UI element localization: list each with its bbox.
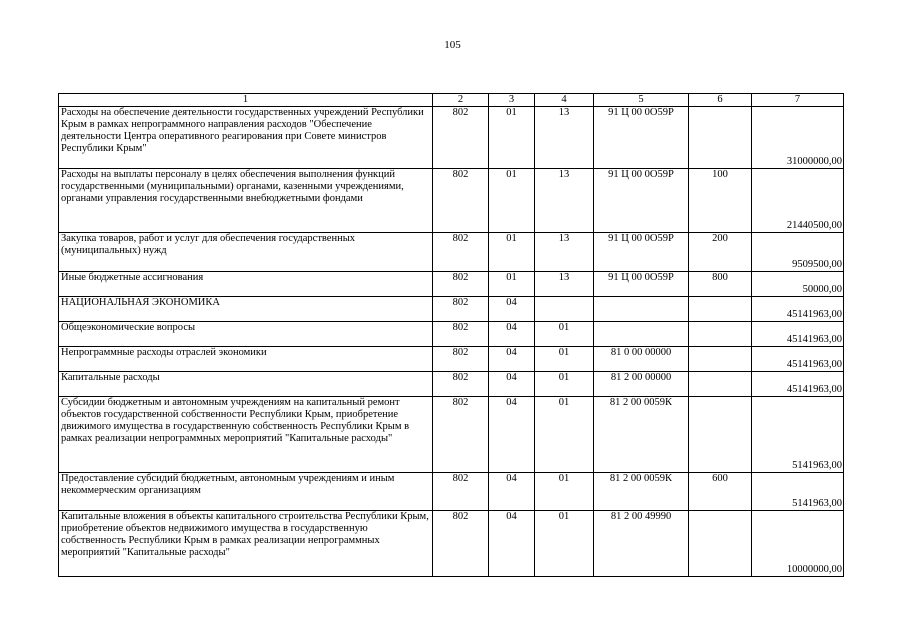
cell-col5: 91 Ц 00 0О59Р: [594, 107, 689, 169]
header-cell-col6: 6: [689, 94, 752, 107]
table-row: [59, 347, 844, 372]
cell-description: Капитальные вложения в объекты капитального строительства Республики Крым, приобретение объектов недвижимого имущества в государственную собственность Республики Крым в рамках реализации непрограммных мероприятий "Капитальные расходы": [59, 511, 433, 577]
cell-description: Предоставление субсидий бюджетным, автономным учреждениям и иным некоммерческим организациям: [59, 473, 433, 511]
cell-col6: 200: [689, 233, 752, 272]
cell-col3: 04: [489, 511, 535, 577]
cell-col5: 91 Ц 00 0О59Р: [594, 272, 689, 297]
cell-description: Иные бюджетные ассигнования: [59, 272, 433, 297]
cell-description: Закупка товаров, работ и услуг для обеспечения государственных (муниципальных) нужд: [59, 233, 433, 272]
cell-col2: 802: [433, 372, 489, 397]
cell-description: Непрограммные расходы отраслей экономики: [59, 347, 433, 372]
cell-col3: 04: [489, 347, 535, 372]
cell-amount: 21440500,00: [752, 169, 844, 233]
cell-amount: 5141963,00: [752, 397, 844, 473]
cell-col5: [594, 297, 689, 322]
cell-col4: 01: [535, 511, 594, 577]
cell-description: Расходы на выплаты персоналу в целях обеспечения выполнения функций государственными (муниципальными) органами, казенными учреждениями, органами управления государственными внебюджетными фондами: [59, 169, 433, 233]
table-row: [59, 233, 844, 272]
cell-col4: 01: [535, 347, 594, 372]
cell-col6: [689, 297, 752, 322]
cell-col3: 01: [489, 272, 535, 297]
cell-description: Общеэкономические вопросы: [59, 322, 433, 347]
cell-description: Субсидии бюджетным и автономным учреждениям на капитальный ремонт объектов государственной собственности Республики Крым, приобретение движимого имущества в государственную собственность Республики Крым в рамках реализации непрограммных мероприятий "Капитальные расходы": [59, 397, 433, 473]
cell-col6: [689, 322, 752, 347]
cell-col4: 13: [535, 272, 594, 297]
cell-col5: 81 2 00 0059К: [594, 397, 689, 473]
header-cell-col3: 3: [489, 94, 535, 107]
cell-col3: 01: [489, 107, 535, 169]
cell-col3: 04: [489, 297, 535, 322]
cell-col3: 04: [489, 372, 535, 397]
cell-col4: [535, 297, 594, 322]
header-cell-col4: 4: [535, 94, 594, 107]
cell-col2: 802: [433, 473, 489, 511]
cell-col4: 13: [535, 107, 594, 169]
table-row: [59, 169, 844, 233]
cell-description: НАЦИОНАЛЬНАЯ ЭКОНОМИКА: [59, 297, 433, 322]
cell-amount: 45141963,00: [752, 347, 844, 372]
header-row: [59, 94, 844, 107]
cell-col4: 01: [535, 473, 594, 511]
cell-col2: 802: [433, 511, 489, 577]
cell-col2: 802: [433, 297, 489, 322]
cell-col6: 100: [689, 169, 752, 233]
cell-col3: 04: [489, 473, 535, 511]
cell-col6: [689, 107, 752, 169]
table-row: [59, 322, 844, 347]
cell-col4: 01: [535, 397, 594, 473]
cell-col2: 802: [433, 347, 489, 372]
cell-col3: 01: [489, 233, 535, 272]
cell-col4: 13: [535, 233, 594, 272]
table-row: [59, 107, 844, 169]
cell-col6: [689, 511, 752, 577]
cell-col6: 800: [689, 272, 752, 297]
cell-col4: 01: [535, 372, 594, 397]
cell-description: Капитальные расходы: [59, 372, 433, 397]
cell-amount: 45141963,00: [752, 372, 844, 397]
cell-col2: 802: [433, 397, 489, 473]
cell-col3: 04: [489, 322, 535, 347]
cell-col4: 13: [535, 169, 594, 233]
cell-col5: [594, 322, 689, 347]
header-cell-col5: 5: [594, 94, 689, 107]
cell-col2: 802: [433, 233, 489, 272]
cell-col6: 600: [689, 473, 752, 511]
cell-amount: 10000000,00: [752, 511, 844, 577]
cell-col5: 81 2 00 00000: [594, 372, 689, 397]
cell-col3: 04: [489, 397, 535, 473]
cell-col5: 81 0 00 00000: [594, 347, 689, 372]
cell-amount: 5141963,00: [752, 473, 844, 511]
cell-col6: [689, 372, 752, 397]
cell-amount: 9509500,00: [752, 233, 844, 272]
cell-col6: [689, 397, 752, 473]
cell-col2: 802: [433, 107, 489, 169]
page-number: 105: [444, 39, 461, 51]
cell-col5: 81 2 00 0059К: [594, 473, 689, 511]
table-row: [59, 397, 844, 473]
budget-table: [58, 93, 844, 577]
header-cell-col2: 2: [433, 94, 489, 107]
cell-description: Расходы на обеспечение деятельности государственных учреждений Республики Крым в рамках непрограммного направления расходов "Обеспечение деятельности Центра оперативного реагирования при Совете министров Республики Крым": [59, 107, 433, 169]
cell-amount: 31000000,00: [752, 107, 844, 169]
cell-col2: 802: [433, 169, 489, 233]
cell-col5: 91 Ц 00 0О59Р: [594, 233, 689, 272]
cell-col5: 91 Ц 00 0О59Р: [594, 169, 689, 233]
header-cell-amount: 7: [752, 94, 844, 107]
header-cell-description: 1: [59, 94, 433, 107]
cell-col6: [689, 347, 752, 372]
cell-amount: 45141963,00: [752, 322, 844, 347]
table-row: [59, 272, 844, 297]
table-row: [59, 511, 844, 577]
cell-amount: 45141963,00: [752, 297, 844, 322]
cell-amount: 50000,00: [752, 272, 844, 297]
table-row: [59, 473, 844, 511]
cell-col3: 01: [489, 169, 535, 233]
cell-col2: 802: [433, 272, 489, 297]
cell-col5: 81 2 00 49990: [594, 511, 689, 577]
cell-col4: 01: [535, 322, 594, 347]
table-row: [59, 297, 844, 322]
table-row: [59, 372, 844, 397]
cell-col2: 802: [433, 322, 489, 347]
